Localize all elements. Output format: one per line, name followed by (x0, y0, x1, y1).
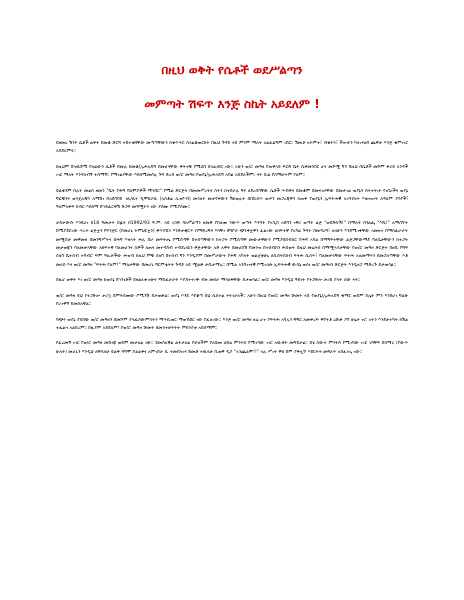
body-paragraph: ከዚህም በላዉደሚ የዛሬውን ሴቶች በመሉ ከመቆ/ኢሕአዴግ በመሆናቸው ቅትኖቹ የሚሰበ ስላልነበር ነው፡፡ አሁን ወ/ሮ መዓዛ የጠቅላይ ፍርድ ቤት ሲቀመንበር ሆና መሾሟ ግን በዚህ በሴቶች መሾም ቀሪይ አንዳች ነገር ማለት እንዳለብኝ ተሰማኝ፡፡ የማገልያቸው እስከሚመስሉ ጉዳ ድረስ ወ/ሮ መዓዛ የወያኔ/ኢሕአዴግ አባል አይደለችም፡፡ ናት ቢል የሰማሁትም የለም። (56, 164, 408, 179)
body-paragraph: በዚሆ ወቅት እነ ወ/ሮ መዓዛ ከወያኔ ደኅንነቶች በዛልለቱ ዛቻና ማስፈራራት እያስተናገዱ ብዙ መከራ ማሳለፋቸው ይታወሳል፡፡ ወ/ሮ መዓዛ እንዲህ ዓይነት የተጋድሎ ታሪክ ያላት ሰው ናት፡፡ (56, 278, 361, 284)
document-subtitle: መምጣት ሽፍጥ እንጅ ስኬት አይደለም ! (144, 97, 320, 111)
body-paragraph: ታስታውሱ እንደሆነ ከ18 ዓመታት በፊት በ1992/93 ዓ.ም. ላይ አንድ ባለሥልጣን ዘመድ የበለጡ ንውጥ ወጣት እንዳት የአዲስ አበባን ነዋሪ ወጣት ልጅ "ወደድኩሽ!" በማለት በጎልፌ "እሺ!" ለማሰኘት በሚያደርገው ጥረት ልጅቷን የፍንጅር (የመሆኑ ትምህርቷን) ቅጥያዬን እንድታቋርጥ በማድረግና እሳቸነ በግቦራ ጭንቀቷዋን ፈልገው ለከፍተኛ የአካል ጉዳት በመዳረግ፣ ለዛቻን እንደሚገፋቸው አመዛኖ በማስፈራራት መሟበታ መዋመዛ በመንግሥትና በሕግ እዛላት ሕሉ በራ መፍትሔ የሚሰጣቸ በተሰጣቸውን ከተጋት የሚሰጣቸ መውታዋውን የሚያከበብሰር የሕግ አካል በማግፍተቸው ልጅጋቸውማደ ባለቤታቸውን ከተጋት መታወጃን ባለመቻላቸው ለከፍተኛ ባለመሆንና ሰዎች ለጠና መተዳስብ ተብደረዉን ቅጅታቸው አድ ለዋት በመሆሰሽ የመንዝ በተሰብስን ሕይወት በዚህ መሬትሰ በማሟላሳታቸው የወ/ሮ መዓዛ ድርጅት በዘቢ የግፍ ሰለባ ቤተሰብ ተባብሮ ፍም ዓሊቻችው ሕዝብ ከዚህ ምቹ ሰለባ በተሰብ ግን እንዲያም በመሥራውት የሕግ አካላት ወልጀቲሁኒ ለቢስትበሰብ ፍትሕ ሲሰጥ፣ ባለመቻላቸው ፍትሕ አለመማሩን በመጋለጣቸው እቶ መለስ እና ወ/ሮ መዓዛ "ፍትሕ የለም!" ማለታቸው በመሆኑ ግርምቴትት ጉዳይ ላይ ሟልቃ ታቢታማሉ፡፡ በሚል አንባገነናዊ የሚገለጽ ኢፍትሐዊ ውሳኔ ወሰነ ወ/ሮ መዓዛን ድርጅት እንዲዘጋ ማድረጉ ይታወሳል፡፡ (56, 220, 408, 268)
body-paragraph: ወ/ሮ መዓዛ ይህ የተጋድሎ ታሪኳ በምትሰጡው ቦሚንሽ ይታወቃል፡፡ ወያኔ እንዴ እየቆጣ ይህ ሲከተል ትናገራለች፡፡ አሁን በዚህ የወ/ሮ መዓዛ ሹመት ላይ የወያኔ/ኢሕአዴግ ቁማር ወይም ስሌት ምን እንደሆነ ግልጽ የሆነዋኝ ይመስለኛል፡፡ (56, 293, 408, 308)
body-paragraph: ባጭሩ ወያኔ ያሰበው ወ/ሮ መዓዛን በመሾም ያላፈሰውምሳትን ማጥቢጠር ማወኸበር ነው የፈለገው፡፡ እንጅ ወ/ሮ መዓዛ ዛሬ ሆኖ የፍትሕ አካሉን ቸግር ለመቅረፍ ዋየትቶ ዕቡቃ ያባ ሁኔታ ኖሮ አትን እንደታተካት ክሽል ተፈልጓ አልበረም፡፡ በዚያም አይደለም! የወ/ሮ መዓዛ ሹመት ከመንተቻሩትት ምክንያቱ አይሰማም። (56, 317, 408, 331)
body-paragraph: በዘመኑ ሽንኮ ሴቶች ልቀት በመቆ ድርሻ ተበተቱበቸው መጣጣቸውን ከቁጥጥር ስላልቆጠርክት በዚህ ጉዳይ ላይ ምንም ማለት አልፈልግም ነበር። ሽመቶ አትምተ፣ ብቁትን፣ ችሎታን ካላገናዘበ ጨዋታ እንጅ ቁምነገር አይደለምና። (56, 141, 408, 155)
document-title: በዚህ ወቅት የሴቶች ወደሥልጣን (161, 63, 303, 77)
body-paragraph: የፈረመኝ ነገር የወ/ሮ መዓዛ መሸነጃ ወይም መታለል ነው፡፡ ይመስለኛል ልትታለል የቻለችም የለበጡ ኃይል ምንትስ የሚገባው ነገር አውቶት መግኜታል፡፡ ይሄ ሰውተ ምንትስ የሚገባው ነገር ገባቸፍ ይሰማሪ (የውጥ ሁለት) መሆኑን እንዲህ ለቸሳለሁ ይልቅ ዳግሞ ያልልቀና ለምገበራ ሲ ተመበላገና ሸመቶ ተዉላሁ ቢወዋ ዲያ "አንጨልሞ!!" ላሉ ሥነት ዋክ በም ያቅሏኙ እደርትት መግለጥ አስፈላጊ ነው፡፡ (56, 341, 408, 355)
document-body (56, 140, 408, 357)
body-paragraph: ይልቁንም በሉት መልስ ዘመን "ቤት የሕግ ባለሞያዎች ማኅበር" የሚል ድርጅት በመመሥረትና ሰትጎ ሰተበራሉ ግና ለደረሰባቸው ሴቶች ጥብቅና በመቆም በመናገራቸው በመታገል ወያኔን ስትተናገት የነበረችና ወያኔ ግፎቹንና ወንጀሉቹን ለማሸነ በአደባባይ ገጹ/ጹና ዲሞክራሲ (አስቶሬ ሊዝዮብ) መጎለት መታየቀውን ሽክወሉት በበቢሰጥ ወሠን መጋረጃዋን ሰጠቀ የወያኔን ኢፍትሐዊ አገባብነት እዛዛዝነት ለዓለም ያሳየች፣ ዓለምአቀፍ ክብር እስከማ ደኅይፈርቅሽ ድጋፍ መዓሟትን ነው ያሰሙ የሚያሰሙ፡፡ (56, 188, 408, 211)
